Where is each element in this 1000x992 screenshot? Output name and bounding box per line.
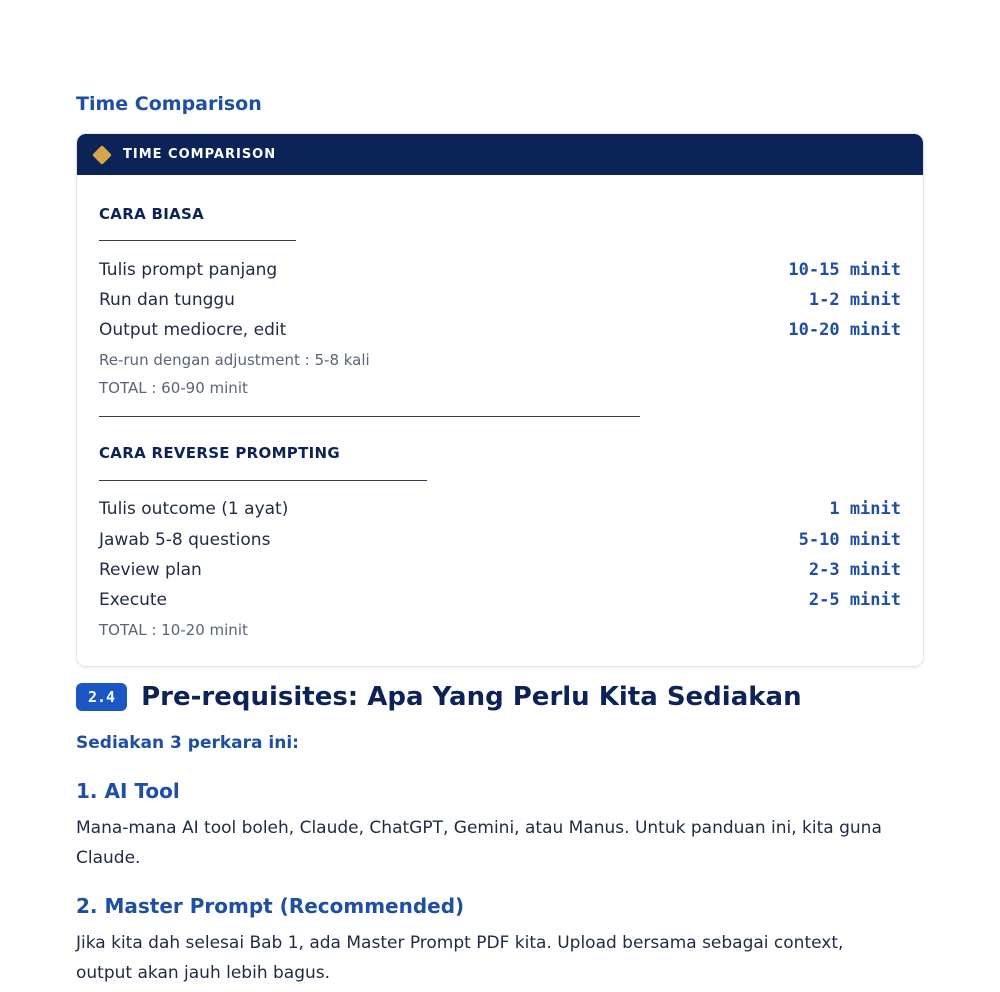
section-heading-text: Pre-requisites: Apa Yang Perlu Kita Sediakan <box>141 682 802 712</box>
comparison-row <box>99 560 901 580</box>
section-title: Time Comparison <box>76 93 262 115</box>
item-heading-ai-tool: 1. AI Tool <box>76 779 180 803</box>
row-value: 1 minit <box>829 499 901 519</box>
comparison-row <box>99 320 901 340</box>
diamond-icon <box>92 145 112 165</box>
note-text: Re-run dengan adjustment : 5-8 kali <box>99 351 370 369</box>
group-title-cara-biasa: CARA BIASA <box>99 205 205 223</box>
row-value: 5-10 minit <box>798 530 901 550</box>
comparison-row <box>99 530 901 550</box>
total-text: TOTAL : 60-90 minit <box>99 379 248 397</box>
comparison-row <box>99 290 901 310</box>
time-comparison-card <box>76 133 924 667</box>
divider <box>99 416 640 417</box>
card-header-label: TIME COMPARISON <box>123 147 277 162</box>
row-value: 1-2 minit <box>808 290 901 310</box>
total-text: TOTAL : 10-20 minit <box>99 621 248 639</box>
comparison-row <box>99 260 901 280</box>
row-label: Execute <box>99 590 167 610</box>
comparison-row <box>99 590 901 610</box>
item-paragraph: Jika kita dah selesai Bab 1, ada Master Prompt PDF kita. Upload bersama sebagai context, output akan jauh lebih bagus. <box>76 933 844 983</box>
row-label: Review plan <box>99 560 202 580</box>
section-number-badge: 2.4 <box>76 683 127 711</box>
row-label: Output mediocre, edit <box>99 320 287 340</box>
row-label: Tulis outcome (1 ayat) <box>99 499 289 519</box>
row-value: 2-3 minit <box>808 560 901 580</box>
divider <box>99 480 427 481</box>
section-heading-2-4 <box>76 682 802 712</box>
comparison-row <box>99 499 901 519</box>
item-heading-master-prompt: 2. Master Prompt (Recommended) <box>76 894 465 918</box>
row-label: Run dan tunggu <box>99 290 235 310</box>
divider <box>99 240 296 241</box>
row-value: 10-15 minit <box>788 260 901 280</box>
group-title-reverse-prompting: CARA REVERSE PROMPTING <box>99 444 340 462</box>
intro-subheading: Sediakan 3 perkara ini: <box>76 733 299 753</box>
item-paragraph: Mana-mana AI tool boleh, Claude, ChatGPT, Gemini, atau Manus. Untuk panduan ini, kita guna Claude. <box>76 818 882 868</box>
row-label: Jawab 5-8 questions <box>99 530 271 550</box>
row-value: 10-20 minit <box>788 320 901 340</box>
card-header <box>77 134 923 175</box>
row-label: Tulis prompt panjang <box>99 260 278 280</box>
row-value: 2-5 minit <box>808 590 901 610</box>
